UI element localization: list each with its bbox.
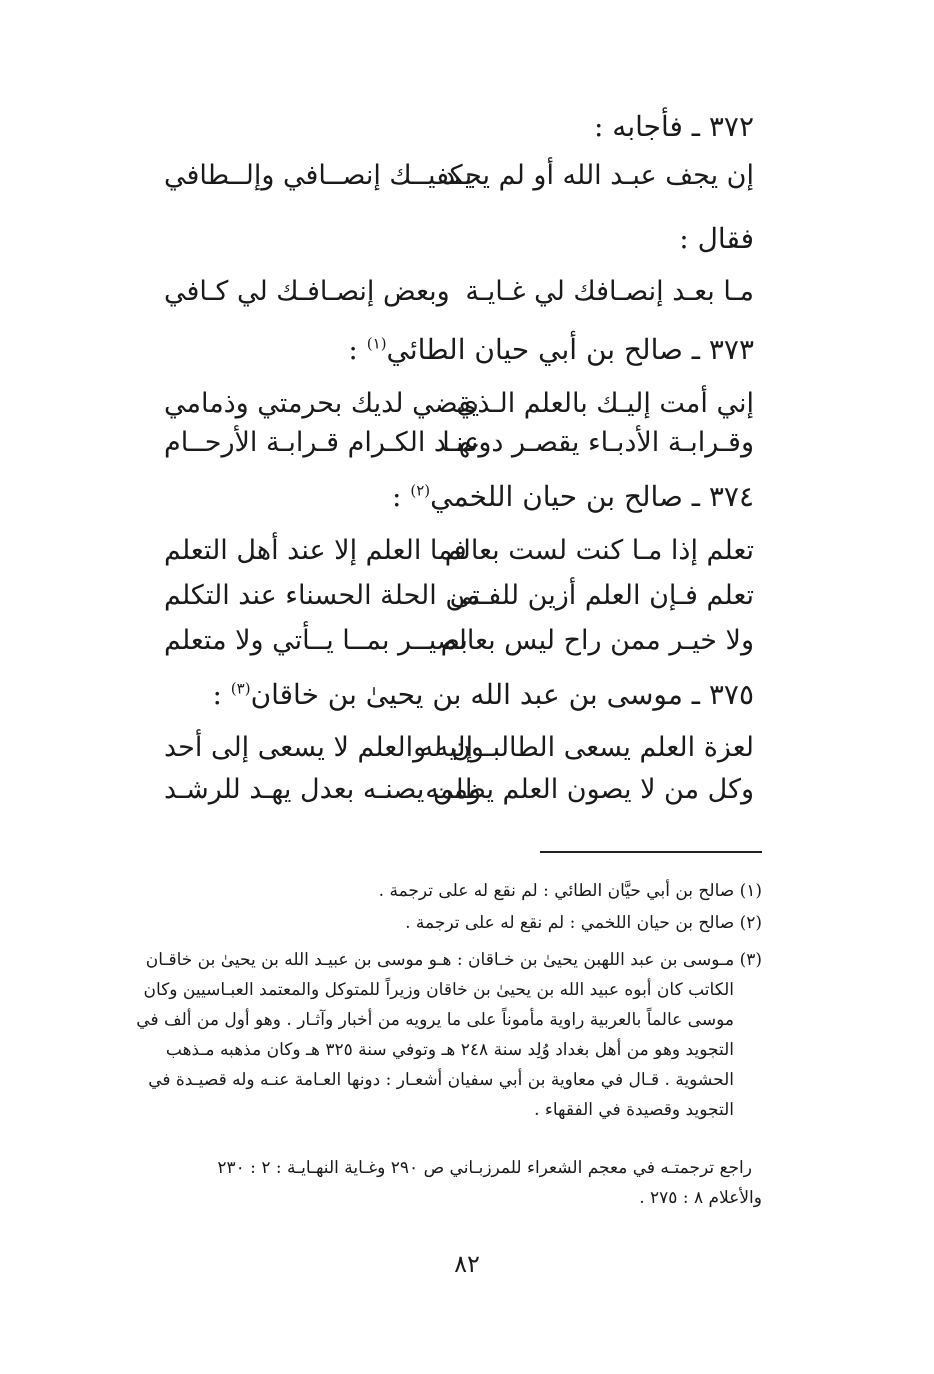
- verse-line: [164, 535, 754, 579]
- verse-hemistich-second: فما العلم إلا عند أهل التعلم: [164, 535, 467, 566]
- entry-heading-374: [392, 480, 754, 513]
- footnote-line: راجع ترجمتـه في معجم الشعراء للمرزبـاني ص ٢٩٠ وغـاية النهـايـة : ٢ : ٢٣٠: [217, 1158, 752, 1178]
- verse-hemistich-second: ومن يصنـه بعدل يهـد للرشـد: [164, 774, 481, 805]
- entry-heading-372: [594, 110, 754, 143]
- verse-line: [164, 427, 754, 471]
- footnote-reference: [102, 1153, 762, 1213]
- footnote-line: الكاتب كان أبوه عبيد الله بن يحيىٰ بن خاقان وزيراً للمتوكل والمعتمد العبـاسيين وكان: [143, 980, 734, 1000]
- verse-hemistich-second: إليه والعلم لا يسعى إلى أحد: [164, 732, 474, 763]
- heading-text: ٣٧٥ ـ موسى بن عبد الله بن يحيىٰ بن خاقان: [250, 678, 754, 711]
- verse-hemistich-first: وقـرابـة الأدبـاء يقصـر دونهـا: [442, 427, 754, 458]
- footnote-line: والأعلام ٨ : ٢٧٥ .: [639, 1188, 762, 1208]
- footnote-1: (١) صالح بن أبي حيَّان الطائي : لم نقع له على ترجمة .: [378, 881, 762, 901]
- verse-hemistich-first: لعزة العلم يسعى الطالبـون له: [419, 732, 754, 763]
- verse-line: [164, 732, 754, 776]
- verse-line: [164, 774, 754, 818]
- heading-text: ٣٧٢ ـ فأجابه :: [593, 110, 754, 143]
- footnote-ref: (١): [366, 334, 387, 353]
- verse-hemistich-first: تعلم فـإن العلم أزين للفـتى: [449, 580, 754, 611]
- verse-hemistich-first: تعلم إذا مـا كنت لست بعالم: [444, 535, 754, 566]
- footnote-line: التجويد وقصيدة في الفقهاء .: [534, 1100, 734, 1120]
- verse-line: [164, 625, 754, 669]
- entry-heading-373: [348, 333, 754, 366]
- verse-hemistich-first: إن يجف عبـد الله أو لم يجـد: [443, 160, 754, 191]
- footnote-line: التجويد وهو من أهل بغداد وُلِد سنة ٢٤٨ هـ وتوفي سنة ٣٢٥ هـ وكان مذهبه مـذهب: [165, 1040, 734, 1060]
- footnote-line: موسى عالماً بالعربية راوية مأموناً على ما يرويه من أخبار وآثـار . وهو أول من ألف في: [136, 1010, 734, 1030]
- verse-line: [164, 580, 754, 624]
- footnote-ref: (٣): [230, 679, 251, 698]
- heading-text: ٣٧٣ ـ صالح بن أبي حيان الطائي: [386, 333, 754, 366]
- entry-subheading: [679, 222, 754, 255]
- verse-hemistich-second: عنـد الكـرام قـرابـة الأرحــام: [164, 427, 481, 458]
- verse-line: [164, 276, 754, 320]
- verse-line: [164, 388, 754, 432]
- heading-colon: :: [348, 333, 367, 366]
- verse-hemistich-second: يقضي لديك بحرمتي وذمامي: [164, 388, 480, 419]
- verse-hemistich-first: مـا بعـد إنصـافك لي غـايـة: [465, 276, 754, 307]
- verse-hemistich-first: ولا خيـر ممن راح ليس بعالم: [440, 625, 754, 656]
- page-number: ٨٢: [454, 1250, 480, 1278]
- footnote-ref: (٢): [410, 481, 431, 500]
- footnote-divider: [540, 851, 762, 853]
- heading-colon: :: [391, 480, 411, 513]
- heading-text: ٣٧٤ ـ صالح بن حيان اللخمي: [430, 480, 754, 513]
- footnote-3: [102, 945, 762, 1125]
- footnote-line: (٣) مـوسى بن عبد اللهبن يحيىٰ بن خـاقان : هـو موسى بن عبيـد الله بن يحيىٰ بن خاقـان: [145, 950, 762, 970]
- verse-hemistich-first: وكل من لا يصون العلم يظلمه: [425, 774, 754, 805]
- heading-text: فقال :: [679, 222, 754, 255]
- verse-hemistich-first: إني أمت إليـك بالعلم الـذي: [456, 388, 754, 419]
- entry-heading-375: [212, 678, 754, 711]
- footnote-2: (٢) صالح بن حيان اللخمي : لم نقع له على ترجمة .: [405, 913, 762, 933]
- verse-hemistich-second: بصيــر بمــا يــأتي ولا متعلم: [164, 625, 468, 656]
- verse-hemistich-second: يكفيــك إنصــافي وإلــطافي: [164, 160, 473, 191]
- footnote-line: الحشوية . قـال في معاوية بن أبي سفيان أشعـار : دونها العـامة عنـه وله قصيـدة في: [148, 1070, 734, 1090]
- heading-colon: :: [212, 678, 231, 711]
- verse-line: [164, 160, 754, 204]
- verse-hemistich-second: من الحلة الحسناء عند التكلم: [164, 580, 481, 611]
- verse-hemistich-second: وبعض إنصـافـك لي كـافي: [164, 276, 450, 307]
